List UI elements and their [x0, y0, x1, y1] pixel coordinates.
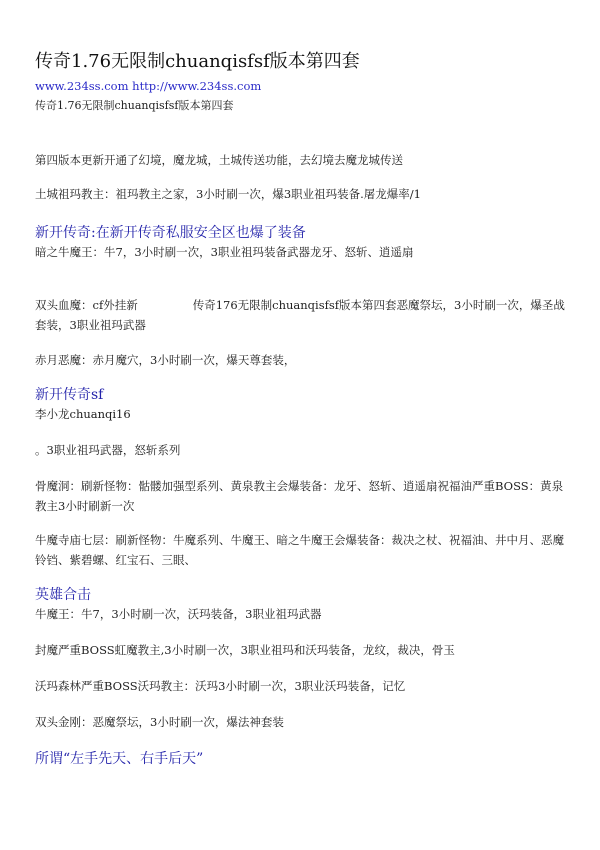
heading-hero-combo: 英雄合击: [35, 587, 91, 603]
paragraph-bull-king: 牛魔王：牛7，3小时刷一次，沃玛装备，3职业祖玛武器: [35, 607, 322, 621]
paragraph-zuma-weapons: 。3职业祖玛武器，怒斩系列: [35, 443, 181, 457]
paragraph-zuma-boss: 土城祖玛教主：祖玛教主之家，3小时刷一次，爆3职业祖玛装备.屠龙爆率/1: [35, 187, 421, 201]
heading-left-right-hand: 所谓“左手先天、右手后天”: [35, 751, 204, 767]
paragraph-seal-demon-boss: 封魔严重BOSS虹魔教主,3小时刷一次，3职业祖玛和沃玛装备，龙纹，裁决，骨玉: [35, 643, 455, 657]
heading-new-server: 新开传奇:在新开传奇私服安全区也爆了装备: [35, 225, 306, 241]
site-link-full[interactable]: http://www.234ss.com: [132, 79, 262, 93]
site-links: [35, 79, 261, 93]
paragraph-dark-bull-king: 暗之牛魔王：牛7，3小时刷一次，3职业祖玛装备武器龙牙、怒斩、逍遥扇: [35, 245, 414, 259]
heading-new-sf: 新开传奇sf: [35, 387, 104, 403]
site-link-short[interactable]: www.234ss.com: [35, 79, 129, 93]
paragraph-bull-temple: 牛魔寺庙七层：刷新怪物：牛魔系列、牛魔王、暗之牛魔王会爆装备：裁决之杖、祝福油、井中月、恶魔铃铛、紫碧螺、红宝石、三眼、: [35, 533, 564, 567]
paragraph-bone-demon-cave: 骨魔洞：刷新怪物：骷髅加强型系列、黄泉教主会爆装备：龙牙、怒斩、逍遥扇祝福油严重BOSS：黄泉教主3小时刷新一次: [35, 479, 564, 513]
paragraph-woma-forest-boss: 沃玛森林严重BOSS沃玛教主：沃玛3小时刷一次，3职业沃玛装备，记忆: [35, 679, 406, 693]
document-title: 传奇1.76无限制chuanqisfsf版本第四套: [35, 51, 360, 72]
blood-demon-lead: 双头血魔：cf外挂新: [35, 298, 138, 312]
document-subtitle: 传奇1.76无限制chuanqisfsf版本第四套: [35, 99, 234, 112]
paragraph-twin-head-blood-demon: [35, 295, 565, 335]
paragraph-twin-head-kingkong: 双头金刚：恶魔祭坛，3小时刷一次，爆法神套装: [35, 715, 284, 729]
paragraph-bruce-lee: 李小龙chuanqi16: [35, 407, 131, 421]
paragraph-version-update: 第四版本更新开通了幻境，魔龙城，土城传送功能，去幻境去魔龙城传送: [35, 153, 403, 167]
paragraph-red-moon-demon: 赤月恶魔：赤月魔穴，3小时刷一次，爆天尊套装，: [35, 353, 296, 367]
blood-demon-detail: 传奇176无限制chuanqisfsf版本第四套恶魔祭坛，3小时刷一次，爆圣战套装，3职业祖玛武器: [35, 298, 565, 332]
